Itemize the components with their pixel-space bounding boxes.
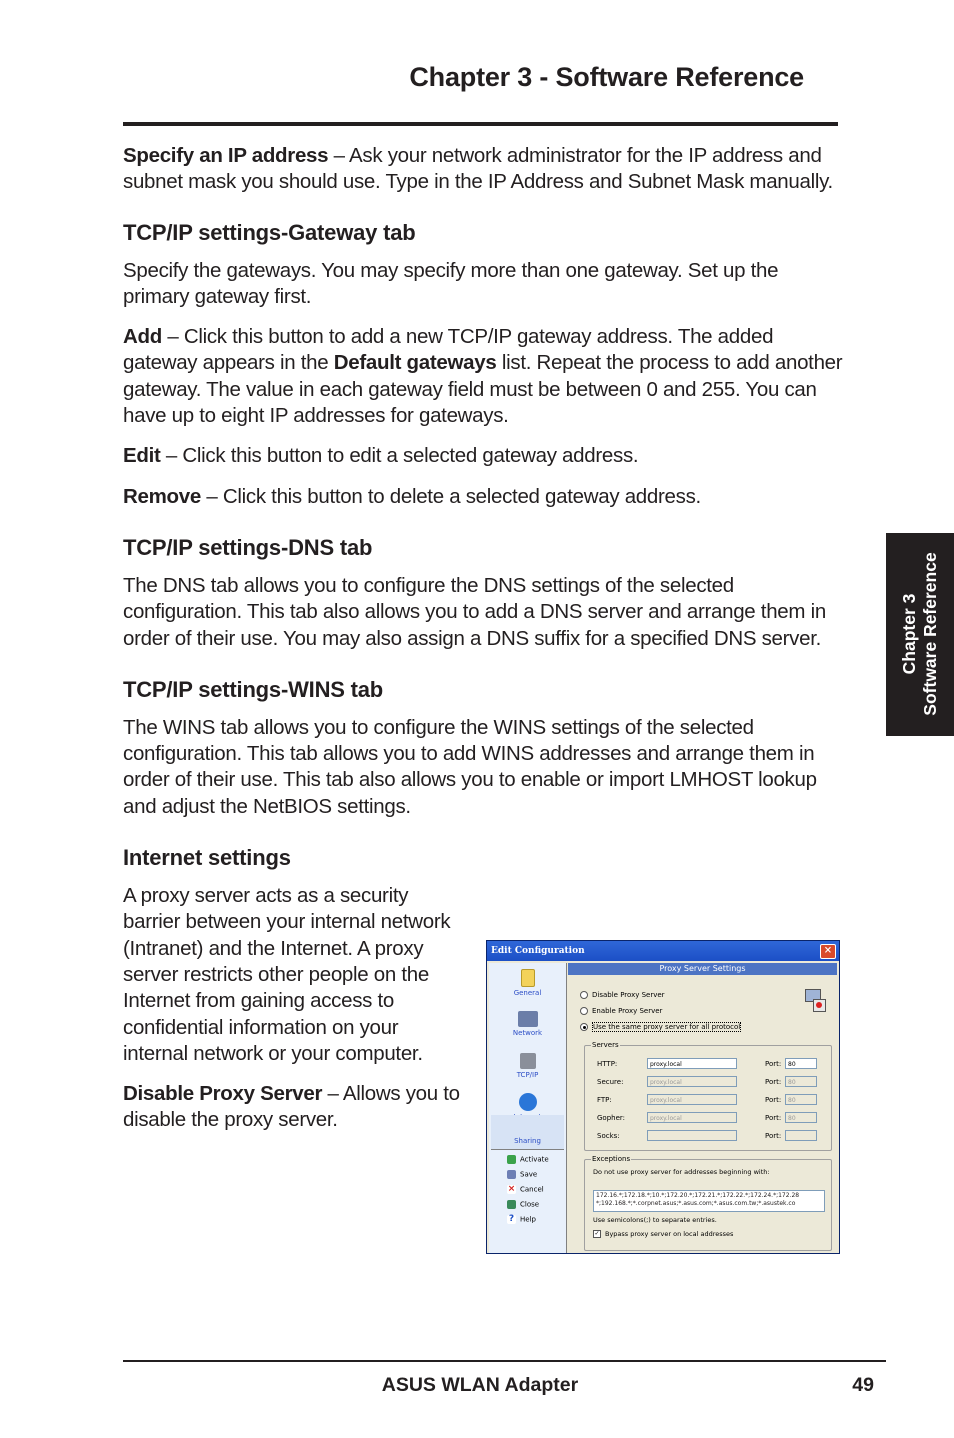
exceptions-description: Do not use proxy server for addresses beginning with:: [593, 1168, 770, 1176]
top-rule: [123, 122, 838, 126]
action-label: Activate: [520, 1155, 549, 1164]
bottom-rule: [123, 1360, 886, 1362]
radio-dot: [580, 1007, 588, 1015]
radio-same-proxy[interactable]: [580, 1023, 741, 1031]
save-button[interactable]: [507, 1170, 537, 1179]
action-label: Help: [520, 1215, 536, 1224]
exceptions-line-2: *;192.168.*;*.corpnet.asus;*.asus.com;*.asus.com.tw;*.asustek.co: [596, 1200, 796, 1207]
help-button[interactable]: [507, 1215, 536, 1224]
remove-text: – Click this button to delete a selected gateway address.: [200, 484, 701, 508]
gateway-intro: Specify the gateways. You may specify more than one gateway. Set up the primary gateway first.: [123, 258, 779, 308]
server-label: Gopher:: [597, 1114, 626, 1122]
radio-label: Enable Proxy Server: [592, 1007, 663, 1015]
disable-proxy-paragraph: [123, 1081, 463, 1134]
chapter-title: Chapter 3 - Software Reference: [409, 62, 804, 92]
radio-dot: [580, 1023, 588, 1031]
nav-label: TCP/IP: [516, 1071, 539, 1079]
side-tab-title: Software Reference: [920, 552, 940, 716]
save-icon: [507, 1170, 516, 1179]
action-label: Save: [520, 1170, 538, 1179]
server-label: FTP:: [597, 1096, 612, 1104]
nav-tcpip[interactable]: [489, 1053, 566, 1079]
server-row-gopher: [597, 1112, 837, 1124]
side-tab-text: [899, 552, 941, 715]
proxy-settings-pane: [568, 963, 839, 1253]
server-row-socks: [597, 1130, 837, 1142]
radio-dot: [580, 991, 588, 999]
add-paragraph: [123, 324, 843, 429]
exceptions-input[interactable]: [593, 1190, 825, 1212]
activate-icon: [507, 1155, 516, 1164]
http-port-input[interactable]: 80: [785, 1058, 817, 1069]
specify-ip-text: – Ask your network administrator for the IP address and subnet mask you should use. Type in the IP Address and Subnet Mask manually.: [123, 144, 833, 194]
secure-address-input[interactable]: proxy.local: [647, 1076, 737, 1087]
gateway-heading: TCP/IP settings-Gateway tab: [123, 219, 416, 245]
exceptions-line-1: 172.16.*;172.18.*;10.*;172.20.*;172.21.*;172.22.*;172.24.*;172.28: [596, 1192, 800, 1199]
socks-address-input[interactable]: [647, 1130, 737, 1141]
ftp-port-input[interactable]: 80: [785, 1094, 817, 1105]
activate-button[interactable]: [507, 1155, 549, 1164]
server-row-secure: [597, 1076, 837, 1088]
nav-divider: [491, 1149, 564, 1150]
ftp-address-input[interactable]: proxy.local: [647, 1094, 737, 1105]
edit-paragraph: [123, 443, 843, 469]
exceptions-label: Exceptions: [592, 1155, 631, 1163]
dns-paragraph: The DNS tab allows you to configure the DNS settings of the selected configuration. This tab also allows you to add a DNS server and arrange them in order of their use. You may also assign a DNS suffix for a specified DNS server.: [123, 573, 826, 650]
radio-label: Disable Proxy Server: [592, 991, 665, 999]
edit-configuration-dialog: [486, 940, 840, 1254]
action-label: Cancel: [520, 1185, 544, 1194]
gopher-address-input[interactable]: proxy.local: [647, 1112, 737, 1123]
wins-heading: TCP/IP settings-WINS tab: [123, 676, 384, 702]
server-label: Secure:: [597, 1078, 624, 1086]
dialog-titlebar: [487, 941, 839, 961]
close-button[interactable]: [507, 1200, 539, 1209]
network-icon: [518, 1011, 538, 1027]
page-number: 49: [852, 1374, 874, 1396]
servers-label: Servers: [592, 1041, 619, 1049]
port-label: Port:: [765, 1060, 782, 1068]
nav-general[interactable]: [489, 969, 566, 997]
nav-label: Network: [512, 1029, 543, 1037]
term-edit: Edit: [123, 444, 161, 468]
edit-text: – Click this button to edit a selected gateway address.: [160, 444, 639, 468]
checkbox-checked-icon: ✓: [594, 1230, 600, 1237]
gopher-port-input[interactable]: 80: [785, 1112, 817, 1123]
term-disable-proxy: Disable Proxy Server: [123, 1082, 323, 1106]
help-icon: ?: [508, 1214, 515, 1224]
server-row-http: [597, 1058, 837, 1070]
port-label: Port:: [765, 1078, 782, 1086]
close-door-icon: [507, 1200, 516, 1209]
remove-paragraph: [123, 484, 843, 510]
nav-label: General: [513, 989, 542, 997]
tcpip-icon: [520, 1053, 536, 1069]
internet-paragraph: A proxy server acts as a security barrier between your internal network (Intranet) and the Internet. A proxy server restricts other people on the Internet from gaining access to confidential information on your internal network or your computer.: [123, 884, 451, 1065]
semicolon-note: Use semicolons(;) to separate entries.: [593, 1216, 717, 1224]
disable-proxy-text: – Allows you to disable the proxy server.: [123, 1082, 460, 1132]
dialog-title: Edit Configuration: [491, 946, 585, 956]
radio-enable-proxy[interactable]: [580, 1007, 662, 1015]
add-text-2: list. Repeat the process to add another gateway. The value in each gateway field must be between 0 and 255. You can have up to eight IP addresses for gateways.: [123, 351, 843, 428]
radio-disable-proxy[interactable]: [580, 991, 665, 999]
port-label: Port:: [765, 1114, 782, 1122]
action-label: Close: [520, 1200, 540, 1209]
term-remove: Remove: [123, 484, 201, 508]
secure-port-input[interactable]: 80: [785, 1076, 817, 1087]
nav-label: Sharing: [514, 1137, 541, 1145]
footer-title: ASUS WLAN Adapter: [381, 1374, 579, 1396]
nav-sharing[interactable]: [489, 1137, 566, 1145]
nav-network[interactable]: [489, 1011, 566, 1037]
wins-paragraph: The WINS tab allows you to configure the WINS settings of the selected configuration. This tab allows you to add WINS addresses and arrange them in order of their use. This tab also allows you to enable or import LMHOST lookup and adjust the NetBIOS settings.: [123, 715, 817, 818]
port-label: Port:: [765, 1096, 782, 1104]
socks-port-input[interactable]: [785, 1130, 817, 1141]
term-specify-ip: Specify an IP address: [123, 144, 329, 167]
http-address-input[interactable]: proxy.local: [647, 1058, 737, 1069]
cancel-button[interactable]: [507, 1185, 544, 1194]
bypass-local-checkbox[interactable]: [593, 1230, 733, 1238]
general-icon: [521, 969, 535, 987]
chapter-side-tab: [886, 533, 954, 736]
servers-group: [584, 1041, 832, 1151]
cancel-icon: ×: [507, 1184, 516, 1194]
term-add: Add: [123, 325, 162, 349]
pane-title: Proxy Server Settings: [568, 963, 837, 975]
specify-ip-paragraph: [123, 143, 843, 196]
close-icon[interactable]: ×: [820, 944, 836, 959]
term-default-gateways: Default gateways: [333, 351, 497, 375]
server-label: HTTP:: [597, 1060, 618, 1068]
bypass-label: Bypass proxy server on local addresses: [605, 1230, 734, 1238]
add-text-1: – Click this button to add a new TCP/IP gateway address. The added gateway appears in the: [123, 325, 774, 375]
server-label: Socks:: [597, 1132, 620, 1140]
server-row-ftp: [597, 1094, 837, 1106]
side-tab-chapter: Chapter 3: [899, 593, 919, 675]
dns-heading: TCP/IP settings-DNS tab: [123, 534, 373, 560]
internet-explorer-icon: [519, 1093, 537, 1111]
dialog-nav-panel: [489, 963, 567, 1253]
port-label: Port:: [765, 1132, 782, 1140]
radio-label: Use the same proxy server for all protocol: [593, 1023, 741, 1031]
exceptions-group: [584, 1155, 832, 1251]
internet-heading: Internet settings: [123, 845, 291, 871]
computer-icon: [805, 989, 825, 1011]
